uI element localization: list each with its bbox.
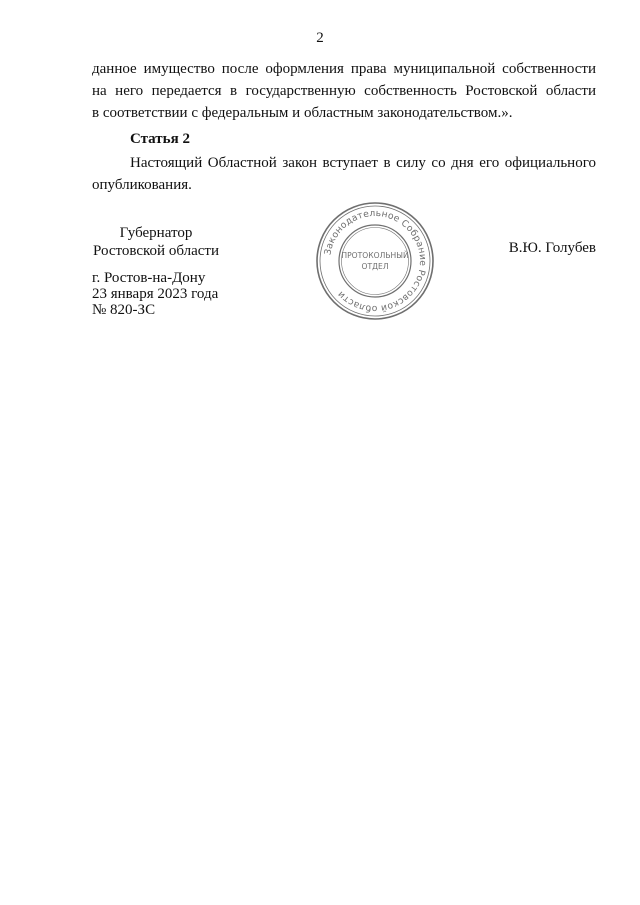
svg-text:Законодательное Собрание Росто [322, 208, 428, 314]
signer-position-line: Губернатор [119, 225, 193, 241]
page-number: 2 [316, 30, 324, 46]
article-2-title: Статья 2 [130, 131, 190, 147]
paragraph-line: Настоящий Областной закон вступает в силу со дня его официального [130, 155, 596, 171]
seal-stamp [314, 200, 436, 322]
paragraph-continuation [92, 58, 596, 124]
seal-center-text: ПРОТОКОЛЬНЫЙ [341, 251, 409, 260]
signer-name: В.Ю. Голубев [508, 240, 596, 256]
seal-center-text: ОТДЕЛ [361, 262, 389, 271]
signing-place-date [92, 270, 218, 318]
signing-date: 23 января 2023 года [92, 286, 219, 302]
paragraph-line: в соответствии с федеральным и областным законодательством.». [92, 105, 513, 121]
law-number: № 820-ЗС [92, 302, 156, 318]
signer-position [92, 224, 220, 260]
signer-position-line: Ростовской области [93, 243, 219, 259]
article-2-text [92, 152, 596, 196]
paragraph-line: данное имущество после оформления права муниципальной собственности [92, 61, 596, 77]
paragraph-line: опубликования. [92, 177, 192, 193]
seal-ring-text: Законодательное Собрание Ростовской области [322, 207, 429, 315]
paragraph-line: на него передается в государственную собственность Ростовской области [92, 83, 596, 99]
signing-city: г. Ростов-на-Дону [92, 270, 206, 286]
